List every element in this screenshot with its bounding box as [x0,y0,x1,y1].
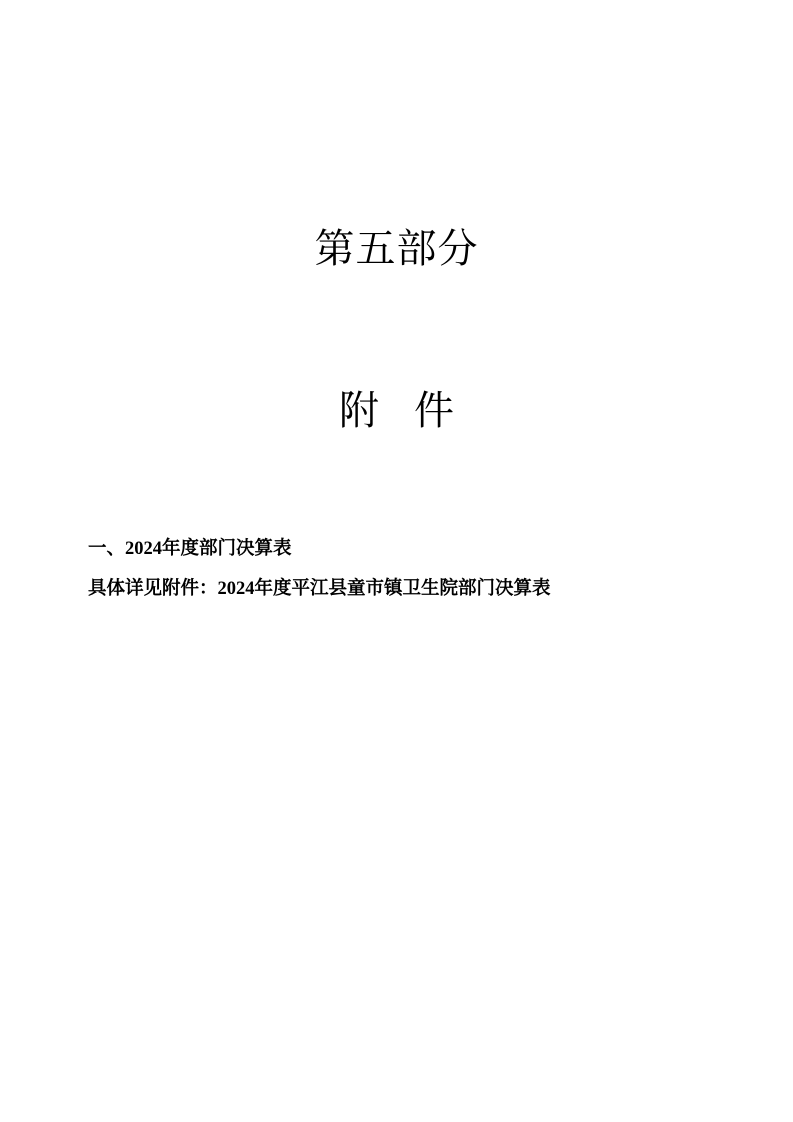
page-title-attachment: 附 件 [338,389,467,433]
body-line-item-2: 具体详见附件：2024年度平江县童市镇卫生院部门决算表 [88,579,551,599]
body-line-item-1: 一、2024年度部门决算表 [88,539,292,559]
page-title-part: 第五部分 [314,227,479,271]
